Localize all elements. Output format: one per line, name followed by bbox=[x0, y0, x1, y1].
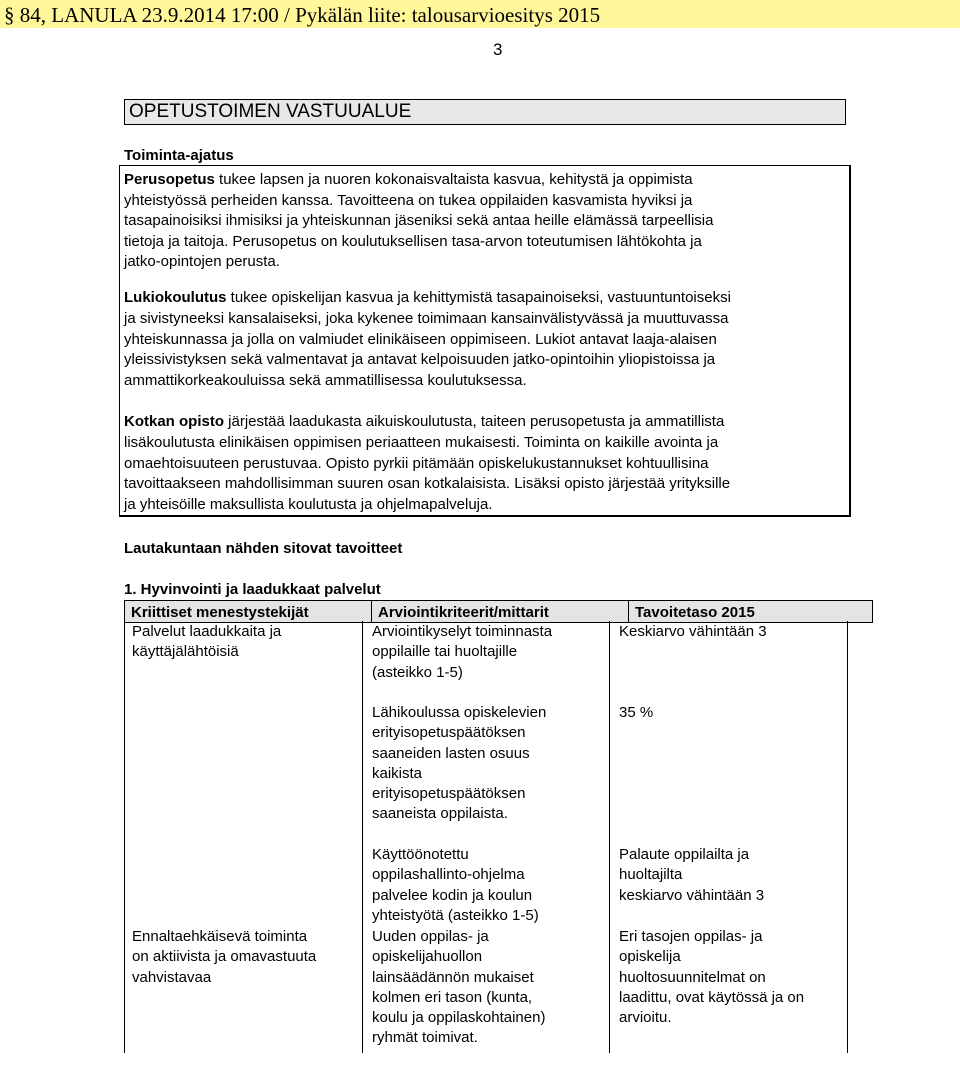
section-title: OPETUSTOIMEN VASTUUALUE bbox=[129, 101, 412, 122]
cell-line: Keskiarvo vähintään 3 bbox=[619, 623, 767, 640]
table-cell bbox=[372, 845, 539, 926]
paragraph-lead: Perusopetus bbox=[124, 171, 215, 188]
section-subtitle: Toiminta-ajatus bbox=[124, 147, 234, 164]
table-cell bbox=[132, 927, 316, 988]
mission-box bbox=[119, 165, 851, 517]
cell-line: on aktiivista ja omavastuuta bbox=[132, 948, 317, 966]
paragraph-kotkan-opisto bbox=[124, 412, 730, 516]
cell-line: huoltosuunnitelmat on bbox=[619, 968, 766, 986]
table-cell bbox=[619, 703, 653, 723]
cell-line: opiskelijahuollon bbox=[372, 948, 483, 966]
column-header: Kriittiset menestystekijät bbox=[125, 601, 372, 623]
cell-line: käyttäjälähtöisiä bbox=[132, 643, 239, 661]
cell-line: Lähikoulussa opiskelevien bbox=[372, 704, 547, 721]
paragraph-line: yhteistyössä perheiden kanssa. Tavoitteena on tukea oppilaiden kasvamista hyviksi ja bbox=[124, 191, 693, 209]
paragraph-lead: Lukiokoulutus bbox=[124, 289, 227, 306]
column-header: Tavoitetaso 2015 bbox=[629, 601, 873, 623]
paragraph-line: ja yhteisöille maksullista koulutusta ja ohjelmapalveluja. bbox=[124, 496, 493, 514]
table-cell bbox=[619, 622, 767, 642]
goals-table-body bbox=[124, 621, 848, 1053]
cell-line: Uuden oppilas- ja bbox=[372, 928, 489, 945]
paragraph-line: tasapainoisiksi ihmisiksi ja yhteiskunnan jäseniksi sekä antaa heille elämässä tarpeellisia bbox=[124, 212, 714, 229]
paragraph-lead: Kotkan opisto bbox=[124, 413, 224, 430]
cell-line: palvelee kodin ja koulun bbox=[372, 886, 533, 904]
goals-heading: Lautakuntaan nähden sitovat tavoitteet bbox=[124, 540, 403, 557]
paragraph-line: tietoja ja taitoja. Perusopetus on koulutuksellisen tasa-arvon toteutumisen lähtökohta ja bbox=[124, 232, 702, 250]
cell-line: Käyttöönotettu bbox=[372, 846, 469, 863]
cell-line: kolmen eri tason (kunta, bbox=[372, 988, 533, 1006]
paragraph-lukiokoulutus bbox=[124, 288, 731, 392]
page-number: 3 bbox=[493, 40, 503, 59]
cell-line: 35 % bbox=[619, 704, 654, 721]
cell-line: keskiarvo vähintään 3 bbox=[619, 886, 765, 904]
cell-line: laadittu, ovat käytössä ja on bbox=[619, 988, 805, 1006]
cell-line: erityisopetuspäätöksen bbox=[372, 724, 526, 742]
cell-line: lainsäädännön mukaiset bbox=[372, 968, 534, 986]
goals-subheading: 1. Hyvinvointi ja laadukkaat palvelut bbox=[124, 581, 381, 598]
paragraph-line: tukee lapsen ja nuoren kokonaisvaltaista kasvua, kehitystä ja oppimista bbox=[214, 171, 693, 188]
table-cell bbox=[619, 845, 764, 906]
cell-line: ryhmät toimivat. bbox=[372, 1029, 478, 1047]
cell-line: huoltajilta bbox=[619, 866, 683, 884]
cell-line: erityisopetuspäätöksen bbox=[372, 785, 526, 803]
cell-line: saaneista oppilaista. bbox=[372, 805, 508, 823]
table-cell bbox=[132, 622, 281, 663]
paragraph-perusopetus bbox=[124, 170, 713, 273]
header-title: § 84, LANULA 23.9.2014 17:00 / Pykälän liite: talousarvioesitys 2015 bbox=[4, 3, 601, 27]
section-title-box bbox=[124, 99, 846, 125]
paragraph-line: ammattikorkeakouluissa sekä ammatillisessa koulutuksessa. bbox=[124, 372, 527, 390]
column-divider bbox=[362, 621, 363, 1053]
table-cell bbox=[372, 927, 545, 1049]
cell-line: Palaute oppilailta ja bbox=[619, 846, 750, 863]
table-cell bbox=[372, 703, 546, 825]
cell-line: Palvelut laadukkaita ja bbox=[132, 623, 282, 640]
table-cell bbox=[619, 927, 804, 1028]
cell-line: opiskelija bbox=[619, 948, 681, 966]
cell-line: saaneiden lasten osuus bbox=[372, 744, 530, 762]
column-divider bbox=[609, 621, 610, 1053]
paragraph-line: lisäkoulutusta elinikäisen oppimisen periaatteen mukaisesti. Toiminta on kaikille avointa ja bbox=[124, 433, 719, 451]
cell-line: oppilashallinto-ohjelma bbox=[372, 866, 525, 884]
paragraph-line: järjestää laadukasta aikuiskoulutusta, taiteen perusopetusta ja ammatillista bbox=[224, 413, 725, 430]
cell-line: arvioitu. bbox=[619, 1009, 672, 1027]
table-cell bbox=[372, 622, 552, 683]
paragraph-line: ja sivistyneeksi kansalaiseksi, joka kykenee toimimaan kansainvälistyvässä ja muuttuvassa bbox=[124, 309, 729, 327]
cell-line: vahvistavaa bbox=[132, 968, 212, 986]
cell-line: kaikista bbox=[372, 764, 423, 782]
cell-line: Eri tasojen oppilas- ja bbox=[619, 928, 763, 945]
goals-table-header bbox=[124, 600, 873, 623]
paragraph-line: omaehtoisuuteen perustuvaa. Opisto pyrkii pitämään opiskelukustannukset kohtuullisina bbox=[124, 454, 709, 472]
column-header: Arviointikriteerit/mittarit bbox=[372, 601, 629, 623]
cell-line: koulu ja oppilaskohtainen) bbox=[372, 1009, 546, 1027]
cell-line: yhteistyötä (asteikko 1-5) bbox=[372, 906, 539, 924]
paragraph-line: tavoittaakseen mahdollisimman suuren osan kotkalaisista. Lisäksi opisto järjestää yrityksille bbox=[124, 475, 731, 493]
paragraph-line: jatko-opintojen perusta. bbox=[124, 253, 280, 270]
header-bar bbox=[0, 0, 960, 28]
cell-line: (asteikko 1-5) bbox=[372, 663, 463, 681]
cell-line: oppilaille tai huoltajille bbox=[372, 643, 518, 661]
paragraph-line: yleissivistyksen sekä valmentavat ja antavat kelpoisuuden jatko-opintoihin yliopistoissa ja bbox=[124, 351, 716, 369]
paragraph-line: yhteiskunnassa ja jolla on valmiudet elinikäiseen oppimiseen. Lukiot antavat laaja-alaisen bbox=[124, 330, 717, 348]
cell-line: Arviointikyselyt toiminnasta bbox=[372, 623, 553, 640]
paragraph-line: tukee opiskelijan kasvua ja kehittymistä tasapainoiseksi, vastuuntuntoiseksi bbox=[226, 289, 731, 306]
cell-line: Ennaltaehkäisevä toiminta bbox=[132, 928, 308, 945]
